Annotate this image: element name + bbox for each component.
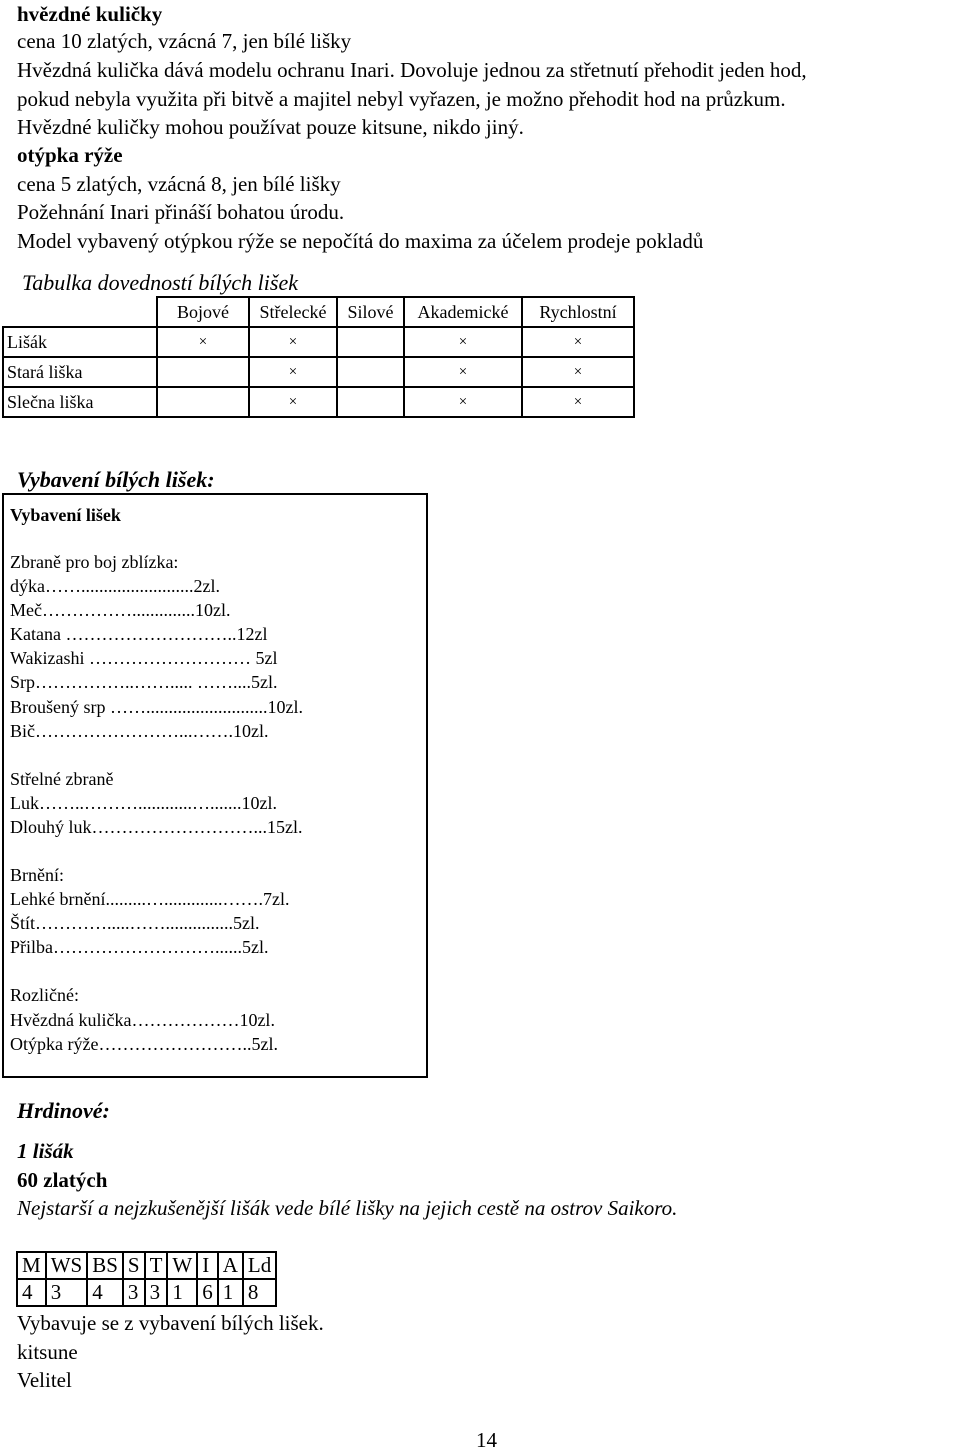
equipment-line: dýka…….........................2zl. <box>10 576 220 597</box>
rice-bundle-title: otýpka rýže <box>17 143 123 167</box>
skills-row-label: Stará liška <box>3 357 157 387</box>
equipment-line: Bič……………………...…….10zl. <box>10 720 269 741</box>
stat-value: 1 <box>167 1279 197 1306</box>
skill-cell: × <box>522 387 634 417</box>
equipment-line: Přilba………………………......5zl. <box>10 937 269 958</box>
stat-header: T <box>145 1252 168 1279</box>
equipment-box-title: Vybavení lišek <box>10 505 121 525</box>
skill-cell <box>157 357 249 387</box>
equipment-line <box>10 959 303 983</box>
hero-tag-leader: Velitel <box>17 1368 72 1392</box>
skills-row <box>3 357 634 387</box>
hero-tag-kitsune: kitsune <box>17 1340 78 1364</box>
skill-cell: × <box>249 357 337 387</box>
equipment-line: Wakizashi ……………………… 5zl <box>10 648 278 669</box>
stat-value: 4 <box>17 1279 46 1306</box>
equipment-line: Lehké brnění.........….............…….7zl. <box>10 889 290 910</box>
hero-name: 1 lišák <box>17 1139 74 1163</box>
stat-header: W <box>167 1252 197 1279</box>
equipment-line: Brnění: <box>10 865 64 886</box>
stat-value: 8 <box>243 1279 276 1306</box>
skills-row <box>3 387 634 417</box>
skill-cell <box>157 387 249 417</box>
rice-bundle-cost: cena 5 zlatých, vzácná 8, jen bílé lišky <box>17 172 341 196</box>
page-number: 14 <box>476 1428 497 1452</box>
stat-value: 1 <box>218 1279 243 1306</box>
equipment-line: Meč……………..............10zl. <box>10 600 231 621</box>
stat-value: 3 <box>145 1279 168 1306</box>
skill-cell <box>337 327 404 357</box>
skill-cell: × <box>522 327 634 357</box>
skill-cell: × <box>404 327 522 357</box>
skill-cell: × <box>249 327 337 357</box>
equipment-list <box>10 550 303 1056</box>
heroes-heading: Hrdinové: <box>17 1098 110 1123</box>
equipment-line <box>10 743 303 767</box>
skills-row <box>3 327 634 357</box>
skill-cell: × <box>522 357 634 387</box>
equipment-box <box>2 493 428 1078</box>
stat-value: 6 <box>197 1279 218 1306</box>
star-marble-desc-1: Hvězdná kulička dává modelu ochranu Inari. Dovoluje jednou za střetnutí přehodit jeden hod, <box>17 58 807 82</box>
skills-col-header: Střelecké <box>249 297 337 327</box>
skills-col-header: Bojové <box>157 297 249 327</box>
stat-value: 4 <box>87 1279 123 1306</box>
rice-bundle-desc-1: Požehnání Inari přináší bohatou úrodu. <box>17 200 345 224</box>
hero-description: Nejstarší a nejzkušenější lišák vede bílé lišky na jejich cestě na ostrov Saikoro. <box>17 1196 678 1220</box>
skill-cell <box>337 357 404 387</box>
stat-header: Ld <box>243 1252 276 1279</box>
skills-corner <box>3 297 157 327</box>
stat-header: A <box>218 1252 243 1279</box>
equipment-line <box>10 839 303 863</box>
hero-stats-table <box>16 1251 277 1307</box>
skills-col-header: Akademické <box>404 297 522 327</box>
star-marble-title: hvězdné kuličky <box>17 2 163 26</box>
equipment-line: Luk……..………............….......10zl. <box>10 792 277 813</box>
skills-row-label: Slečna liška <box>3 387 157 417</box>
equipment-line: Štít………….....……...............5zl. <box>10 913 260 934</box>
skills-table-title: Tabulka dovedností bílých lišek <box>22 270 298 295</box>
equipment-heading: Vybavení bílých lišek: <box>17 467 215 492</box>
stat-header: BS <box>87 1252 123 1279</box>
skills-table <box>2 296 635 418</box>
skill-cell: × <box>404 387 522 417</box>
skill-cell: × <box>157 327 249 357</box>
skill-cell: × <box>404 357 522 387</box>
stat-header: I <box>197 1252 218 1279</box>
equipment-line: Rozličné: <box>10 985 79 1006</box>
skill-cell <box>337 387 404 417</box>
stat-value: 3 <box>123 1279 145 1306</box>
equipment-line: Broušený srp ……...........................10zl. <box>10 696 303 717</box>
equipment-line: Katana ………………………..12zl <box>10 624 268 645</box>
equipment-line: Střelné zbraně <box>10 768 114 789</box>
stat-header: WS <box>46 1252 88 1279</box>
skills-col-header: Rychlostní <box>522 297 634 327</box>
star-marble-desc-3: Hvězdné kuličky mohou používat pouze kitsune, nikdo jiný. <box>17 115 524 139</box>
equipment-line: Otýpka rýže……………………..5zl. <box>10 1033 278 1054</box>
skill-cell: × <box>249 387 337 417</box>
stat-value: 3 <box>46 1279 88 1306</box>
rice-bundle-desc-2: Model vybavený otýpkou rýže se nepočítá do maxima za účelem prodeje pokladů <box>17 229 704 253</box>
skills-row-label: Lišák <box>3 327 157 357</box>
star-marble-cost: cena 10 zlatých, vzácná 7, jen bílé lišky <box>17 29 352 53</box>
hero-cost: 60 zlatých <box>17 1168 108 1192</box>
equipment-line: Srp……………..……..... ……....5zl. <box>10 672 278 693</box>
stat-header: S <box>123 1252 145 1279</box>
equipment-line: Hvězdná kulička………………10zl. <box>10 1009 275 1030</box>
stat-header: M <box>17 1252 46 1279</box>
skills-col-header: Silové <box>337 297 404 327</box>
equipment-line: Zbraně pro boj zblízka: <box>10 552 179 572</box>
hero-equipment-note: Vybavuje se z vybavení bílých lišek. <box>17 1311 324 1335</box>
star-marble-desc-2: pokud nebyla využita při bitvě a majitel nebyl vyřazen, je možno přehodit hod na průzkum. <box>17 87 786 111</box>
equipment-line: Dlouhý luk………………………...15zl. <box>10 816 303 837</box>
